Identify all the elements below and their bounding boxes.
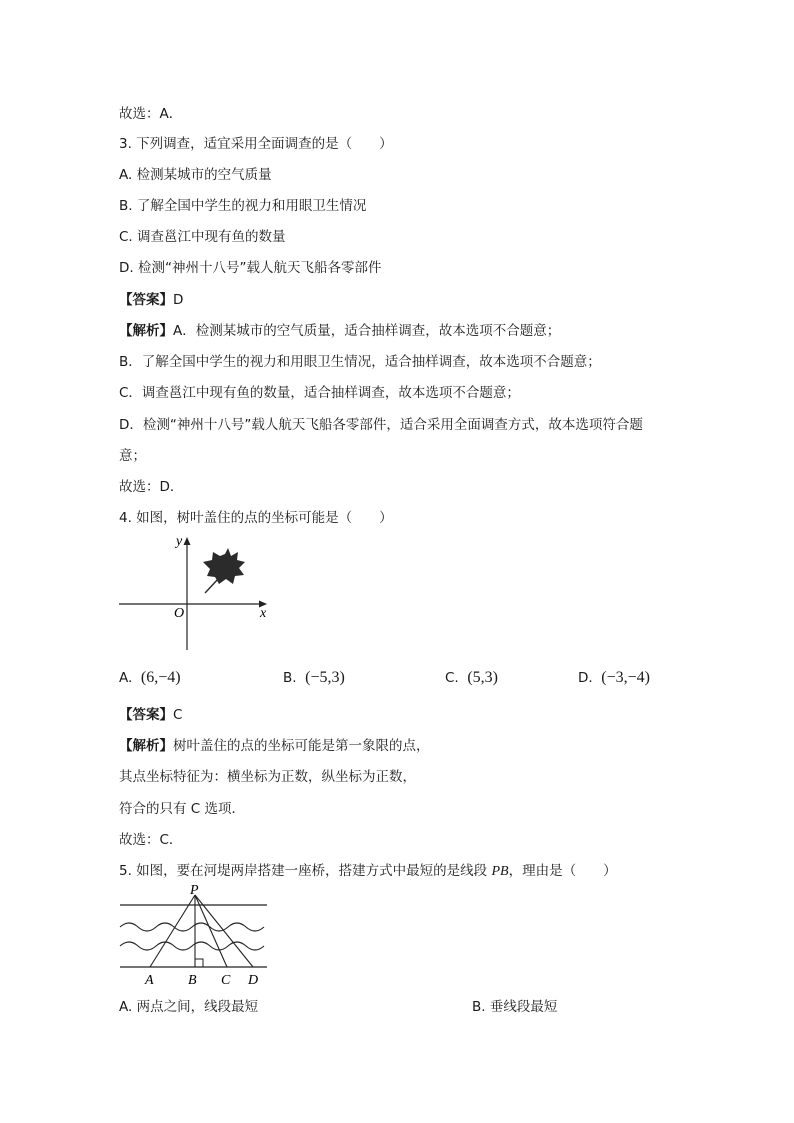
- q3-option-c: C. 调查邕江中现有鱼的数量: [119, 229, 286, 245]
- segment-pd: [195, 895, 253, 967]
- label-d: D: [248, 973, 259, 988]
- q3-stem: 3. 下列调查，适宜采用全面调查的是（ ）: [119, 136, 393, 152]
- q4-analysis-line-3: 符合的只有 C 选项．: [119, 801, 246, 817]
- q3-answer: [119, 291, 183, 309]
- q4-conclusion: 故选：C．: [119, 832, 183, 848]
- q3-conclusion: 故选：D．: [119, 479, 184, 495]
- origin-label: O: [174, 606, 185, 621]
- q5-bridge-figure: [115, 884, 275, 988]
- answer-tag: 【答案】: [119, 707, 173, 723]
- analysis-tag: 【解析】: [119, 738, 173, 754]
- q3-option-b: B. 了解全国中学生的视力和用眼卫生情况: [119, 198, 367, 214]
- q3-analysis-line-3: C．调查邕江中现有鱼的数量，适合抽样调查，故本选项不合题意；: [119, 385, 520, 401]
- q3-option-d: D. 检测“神州十八号”载人航天飞船各零部件: [119, 260, 382, 276]
- answer-value: C: [173, 707, 183, 723]
- q3-analysis-line-5: 意；: [119, 448, 146, 464]
- label-c: C: [221, 973, 231, 988]
- answer-tag: 【答案】: [119, 292, 173, 308]
- q2-conclusion: 故选：A．: [119, 106, 183, 122]
- q4-coordinate-figure: [115, 532, 275, 656]
- y-axis-label: y: [176, 534, 183, 549]
- y-axis-arrow: [184, 537, 191, 545]
- q4-analysis-line-2: 其点坐标特征为：横坐标为正数，纵坐标为正数，: [119, 769, 416, 785]
- q3-analysis-line-4: D．检测“神州十八号”载人航天飞船各零部件，适合采用全面调查方式，故本选项符合题: [119, 417, 643, 433]
- q5-option-a: A. 两点之间，线段最短: [119, 999, 259, 1015]
- q3-analysis-line-2: B．了解全国中学生的视力和用眼卫生情况，适合抽样调查，故本选项不合题意；: [119, 354, 601, 370]
- q4-option-c: C. (5,3): [445, 669, 498, 686]
- q4-option-d: D. (−3,−4): [578, 669, 650, 686]
- wave-1: [120, 923, 264, 931]
- answer-value: D: [173, 292, 184, 308]
- q4-answer: [119, 706, 182, 724]
- q4-option-a: A. (6,−4): [119, 669, 181, 686]
- q4-stem: 4. 如图，树叶盖住的点的坐标可能是（ ）: [119, 510, 393, 526]
- q4-option-b: B. (−5,3): [283, 669, 345, 686]
- label-a: A: [145, 973, 154, 988]
- analysis-tag: 【解析】: [119, 323, 173, 339]
- label-b: B: [188, 973, 197, 988]
- label-p: P: [190, 884, 199, 898]
- x-axis-label: x: [260, 606, 267, 621]
- q3-option-a: A. 检测某城市的空气质量: [119, 167, 272, 183]
- leaf-icon: [203, 548, 245, 593]
- q5-option-b: B. 垂线段最短: [472, 999, 558, 1015]
- q4-analysis-line-1: 【解析】树叶盖住的点的坐标可能是第一象限的点，: [119, 738, 430, 754]
- q3-analysis-line-1: 【解析】A．检测某城市的空气质量，适合抽样调查，故本选项不合题意；: [119, 323, 561, 339]
- right-angle-mark: [195, 959, 203, 967]
- q5-stem: 5. 如图，要在河堤两岸搭建一座桥，搭建方式中最短的是线段 PB，理由是（ ）: [119, 863, 617, 879]
- wave-2: [120, 942, 264, 950]
- segment-pa: [150, 895, 195, 967]
